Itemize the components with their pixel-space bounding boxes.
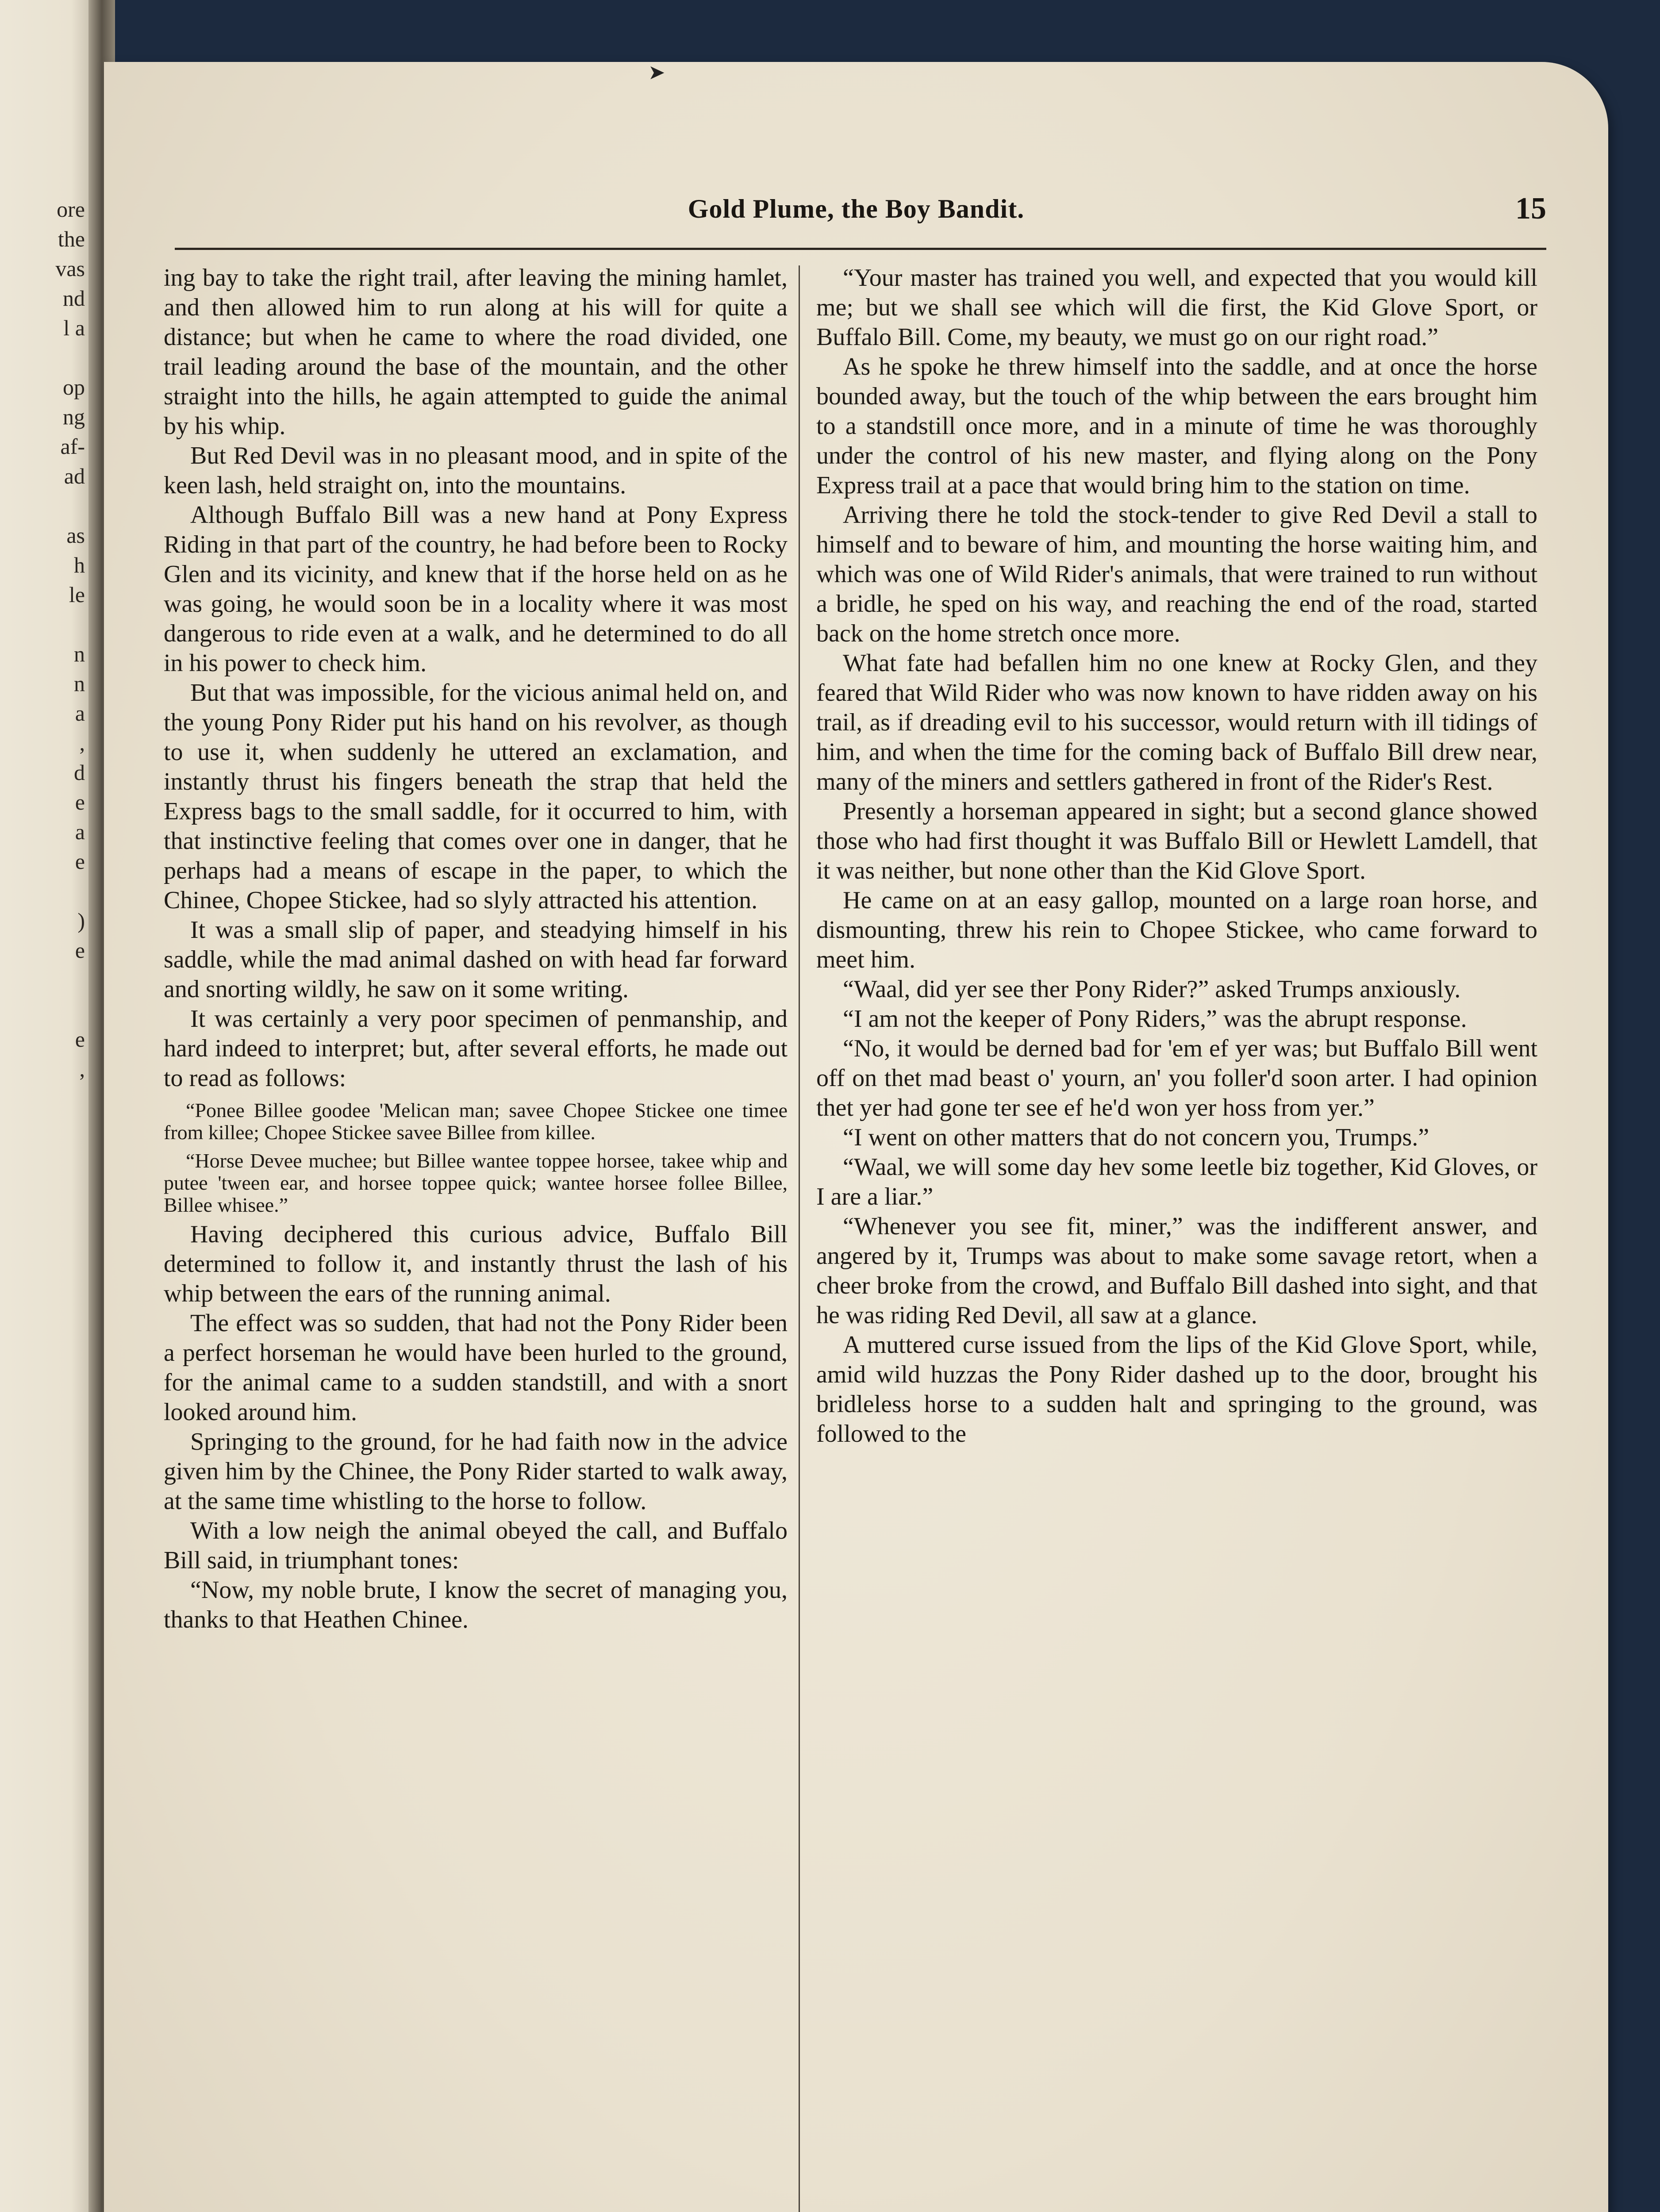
right-text-column: [816, 263, 1537, 2212]
paragraph: Presently a horseman appeared in sight; but a second glance showed those who had first thought it was Buffalo Bill or Hewlett Lamdell, that it was neither, but none other than the Kid Glove Sport.: [816, 798, 1537, 884]
note-paragraph: “Horse Devee muchee; but Billee wantee toppee horsee, takee whip and putee 'tween ear, and horsee toppee quick; wantee horsee follee Billee, Billee whisee.”: [164, 1149, 788, 1216]
paragraph: “I went on other matters that do not concern you, Trumps.”: [843, 1124, 1429, 1151]
left-text-column: [164, 263, 788, 2212]
paragraph: Springing to the ground, for he had faith now in the advice given him by the Chinee, the Pony Rider started to walk away, at the same time whistling to the horse to follow.: [164, 1428, 788, 1515]
top-printer-mark-icon: ➤: [648, 61, 665, 84]
paragraph: He came on at an easy gallop, mounted on a large roan horse, and dismounting, threw his rein to Chopee Stickee, who came forward to meet him.: [816, 887, 1537, 973]
paragraph: Arriving there he told the stock-tender to give Red Devil a stall to himself and to beware of him, and mounting the horse waiting him, and which was one of Wild Rider's animals, that were trained to run without a bridle, he sped on his way, and reaching the end of the road, started back on the home stretch once more.: [816, 501, 1537, 647]
paragraph: “Now, my noble brute, I know the secret of managing you, thanks to that Heathen Chinee.: [164, 1576, 788, 1633]
paragraph: A muttered curse issued from the lips of the Kid Glove Sport, while, amid wild huzzas the Pony Rider dashed up to the door, brought his bridleless horse to a sudden halt and springing to the ground, was followed to the: [816, 1331, 1537, 1448]
column-divider: [799, 265, 800, 2212]
paragraph: As he spoke he threw himself into the saddle, and at once the horse bounded away, but the touch of the whip between the ears brought him to a standstill once more, and in a minute of time he was thoroughly under the control of his new master, and flying along on the Pony Express trail at a pace that would bring him to the station on time.: [816, 353, 1537, 499]
paragraph: What fate had befallen him no one knew at Rocky Glen, and they feared that Wild Rider who was now known to have ridden away on his trail, as if dreading evil to his successor, would return with ill tidings of him, and when the time for the coming back of Buffalo Bill drew near, many of the miners and settlers gathered in front of the Rider's Rest.: [816, 649, 1537, 795]
facing-page-text-fragments: ore the vas nd l a op ng af- ad as h le n n a , d e a e ) e e ,: [55, 197, 85, 1081]
paragraph: “I am not the keeper of Pony Riders,” was the abrupt response.: [843, 1005, 1467, 1033]
paragraph: But Red Devil was in no pleasant mood, and in spite of the keen lash, held straight on, into the mountains.: [164, 442, 788, 499]
paragraph: “Waal, we will some day hev some leetle biz together, Kid Gloves, or I are a liar.”: [816, 1153, 1537, 1210]
header-rule: [175, 248, 1546, 250]
note-paragraph: “Ponee Billee goodee 'Melican man; savee Chopee Stickee one timee from killee; Chopee Stickee savee Billee from killee.: [164, 1099, 788, 1144]
paragraph: “Your master has trained you well, and expected that you would kill me; but we shall see which will die first, the Kid Glove Sport, or Buffalo Bill. Come, my beauty, we must go on our right road.”: [816, 264, 1537, 351]
paragraph: “Waal, did yer see ther Pony Rider?” asked Trumps anxiously.: [843, 975, 1461, 1003]
paragraph: The effect was so sudden, that had not the Pony Rider been a perfect horseman he would have been hurled to the ground, for the animal came to a sudden standstill, and with a snort looked around him.: [164, 1310, 788, 1426]
paragraph: Although Buffalo Bill was a new hand at Pony Express Riding in that part of the country, he had before been to Rocky Glen and its vicinity, and knew that if the horse held on as he was going, he would soon be in a locality where it was most dangerous to ride even at a walk, and he determined to do all in his power to check him.: [164, 501, 788, 677]
paragraph: Having deciphered this curious advice, Buffalo Bill determined to follow it, and instantly thrust the lash of his whip between the ears of the running animal.: [164, 1221, 788, 1307]
running-header-title: Gold Plume, the Boy Bandit.: [688, 194, 1025, 223]
paragraph: ing bay to take the right trail, after leaving the mining hamlet, and then allowed him to run along at his will for quite a distance; but when he came to where the road divided, one trail leading around the base of the mountain, and the other straight into the hills, he again attempted to guide the animal by his whip.: [164, 264, 788, 440]
paragraph: “No, it would be derned bad for 'em ef yer was; but Buffalo Bill went off on thet mad beast o' yourn, an' you foller'd soon arter. I had opinion thet yer had gone ter see ef he'd won yer hoss from yer.”: [816, 1035, 1537, 1121]
facing-page-edge: [0, 0, 102, 2212]
paragraph: “Whenever you see fit, miner,” was the indifferent answer, and angered by it, Trumps was about to make some savage retort, when a cheer broke from the crowd, and Buffalo Bill dashed into sight, and that he was riding Red Devil, all saw at a glance.: [816, 1213, 1537, 1329]
paragraph: It was certainly a very poor specimen of penmanship, and hard indeed to interpret; but, after several efforts, he made out to read as follows:: [164, 1005, 788, 1092]
book-page: [104, 62, 1608, 2212]
paragraph: With a low neigh the animal obeyed the call, and Buffalo Bill said, in triumphant tones:: [164, 1517, 788, 1574]
paragraph: It was a small slip of paper, and steadying himself in his saddle, while the mad animal dashed on with head far forward and snorting wildly, he saw on it some writing.: [164, 916, 788, 1003]
page-number: 15: [1515, 192, 1546, 226]
paragraph: But that was impossible, for the vicious animal held on, and the young Pony Rider put his hand on his revolver, as though to use it, when suddenly he uttered an exclamation, and instantly thrust his fingers beneath the strap that held the Express bags to the small saddle, for it occurred to him, with that instinctive feeling that comes over one in danger, that he perhaps had a means of escape in the paper, to which the Chinee, Chopee Stickee, had so slyly attracted his attention.: [164, 679, 788, 914]
